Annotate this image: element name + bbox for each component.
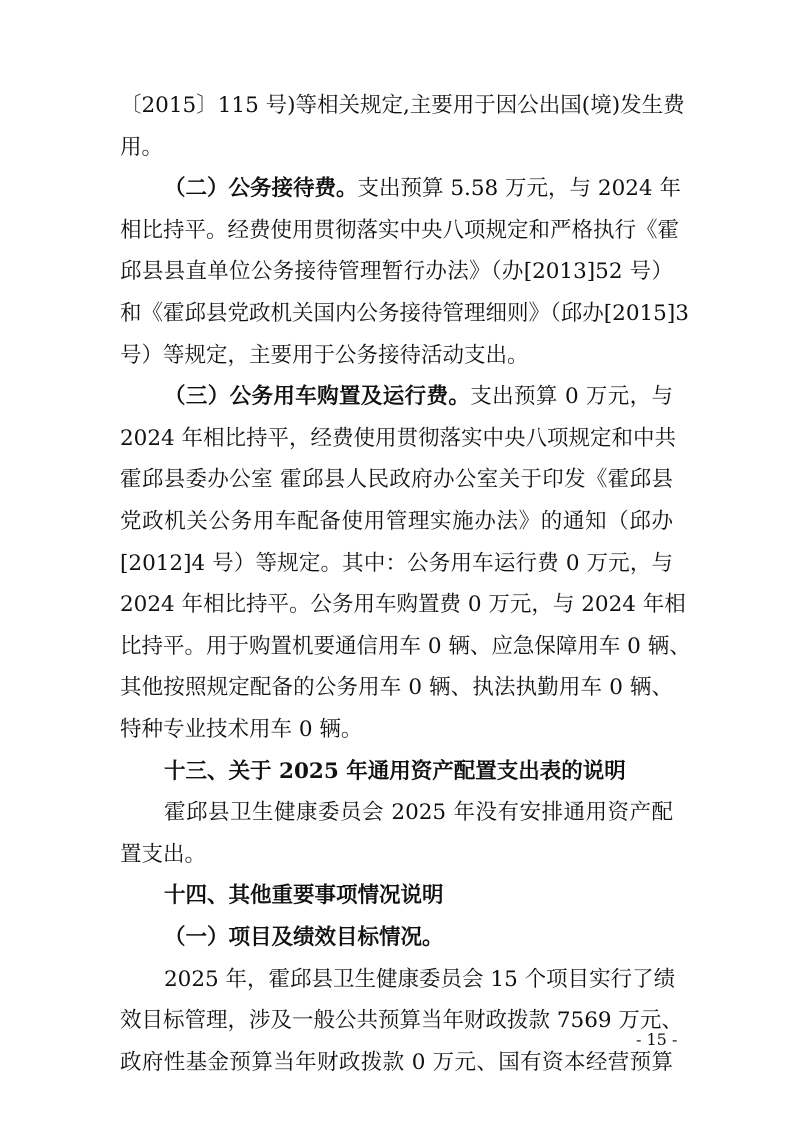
text-line: 其他按照规定配备的公务用车 0 辆、执法执勤用车 0 辆、 (120, 675, 673, 701)
bold-heading: （三）公务用车购置及运行费。 (164, 384, 471, 410)
bold-heading: 十三、关于 2025 年通用资产配置支出表的说明 (164, 758, 626, 784)
text-line: 2024 年相比持平。公务用车购置费 0 万元，与 2024 年相 (120, 592, 686, 618)
line-text: 支出预算 5.58 万元，与 2024 年 (357, 176, 681, 202)
text-line: 霍邱县卫生健康委员会 2025 年没有安排通用资产配 (164, 800, 673, 826)
text-line: 相比持平。经费使用贯彻落实中央八项规定和严格执行《霍 (120, 217, 680, 243)
page-number: - 15 - (636, 1030, 678, 1049)
text-line: 特种专业技术用车 0 辆。 (120, 717, 363, 742)
text-line (164, 924, 673, 952)
text-line: 2024 年相比持平，经费使用贯彻落实中央八项规定和中共 (120, 425, 677, 451)
text-line (164, 882, 673, 910)
text-line: 号）等规定，主要用于公务接待活动支出。 (120, 342, 529, 368)
text-line: 霍邱县委办公室 霍邱县人民政府办公室关于印发《霍邱县 (120, 467, 673, 493)
text-line (164, 383, 673, 411)
text-line: 比持平。用于购置机要通信用车 0 辆、应急保障用车 0 辆、 (120, 633, 691, 659)
text-line: 和《霍邱县党政机关国内公务接待管理细则》（邱办[2015]3 (120, 301, 689, 326)
line-text: 支出预算 0 万元，与 (470, 384, 673, 410)
text-line: 〔2015〕115 号)等相关规定,主要用于因公出国(境)发生费 (120, 93, 685, 118)
text-line: 效目标管理，涉及一般公共预算当年财政拨款 7569 万元、 (120, 1008, 683, 1034)
bold-heading: 十四、其他重要事项情况说明 (164, 883, 444, 909)
text-line: 2025 年，霍邱县卫生健康委员会 15 个项目实行了绩 (164, 966, 676, 992)
text-line (164, 175, 681, 203)
text-line: [2012]4 号）等规定。其中：公务用车运行费 0 万元，与 (120, 550, 673, 576)
bold-heading: （二）公务接待费。 (164, 176, 358, 202)
text-line: 置支出。 (120, 841, 207, 867)
text-line (164, 758, 673, 786)
text-line: 党政机关公务用车配备使用管理实施办法》的通知（邱办 (120, 509, 673, 534)
bold-heading: （一）项目及绩效目标情况。 (164, 925, 444, 950)
text-line: 邱县县直单位公务接待管理暂行办法》（办[2013]52 号） (120, 259, 673, 285)
text-line: 用。 (120, 134, 164, 160)
text-line: 政府性基金预算当年财政拨款 0 万元、国有资本经营预算 (120, 1049, 673, 1075)
